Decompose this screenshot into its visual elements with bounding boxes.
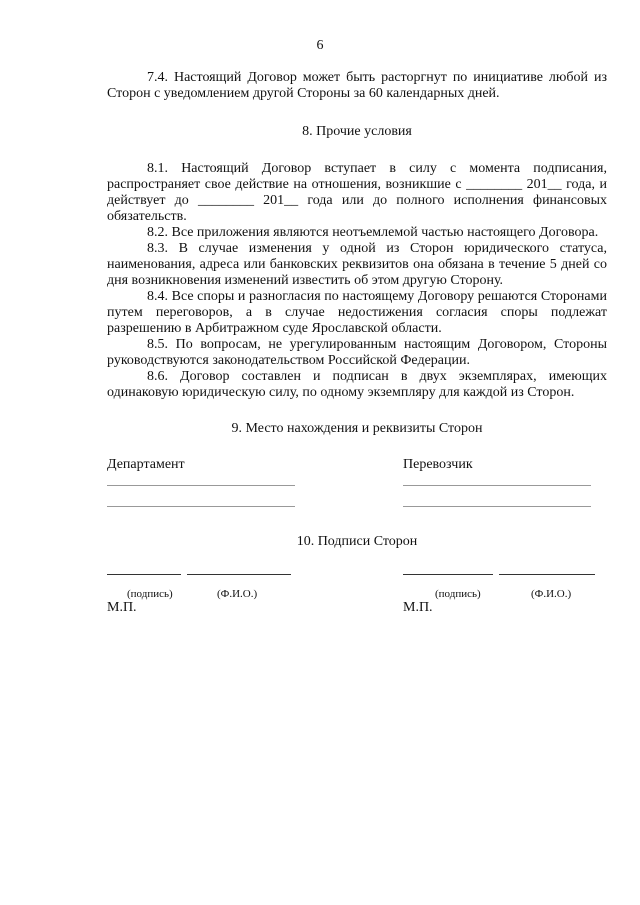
section-9-heading: 9. Место нахождения и реквизиты Сторон [231,421,483,436]
document-body [107,70,607,614]
section-8-heading: 8. Прочие условия [302,124,412,139]
page-number: 6 [316,38,324,53]
paragraph-8-3: 8.3. В случае изменения у одной из Сторон юридического статуса, наименования, адреса или банковских реквизитов она обязана в течение 5 дней со дня возникновения изменений известить об этом другую Сторону. [107,241,607,288]
name-line [187,574,291,575]
paragraph-8-2: 8.2. Все приложения являются неотъемлемой частью настоящего Договора. [147,225,599,240]
parties-requisites [107,457,607,517]
party-carrier-title: Перевозчик [403,457,473,472]
stamp-label: М.П. [403,600,433,615]
requisites-line [107,485,295,486]
requisites-line [107,506,295,507]
paragraph-7-4: 7.4. Настоящий Договор может быть расторгнут по инициативе любой из Сторон с уведомлением другой Стороны за 60 календарных дней. [107,70,607,101]
signatures [107,574,607,614]
name-caption: (Ф.И.О.) [531,588,572,600]
paragraph-8-4: 8.4. Все споры и разногласия по настоящему Договору решаются Сторонами путем переговоров, а в случае недостижения согласия споры подлежат разрешению в Арбитражном суде Ярославской области. [107,289,607,336]
signature-line [107,574,181,575]
paragraph-8-5: 8.5. По вопросам, не урегулированным настоящим Договором, Стороны руководствуются законодательством Российской Федерации. [107,337,607,368]
requisites-line [403,506,591,507]
signature-carrier [403,574,572,616]
paragraph-8-6: 8.6. Договор составлен и подписан в двух экземплярах, имеющих одинаковую юридическую силу, по одному экземпляру для каждой из Сторон. [107,369,607,400]
requisites-line [403,485,591,486]
stamp-label: М.П. [107,600,137,615]
signature-department [107,574,258,616]
party-carrier [403,457,591,507]
signature-caption: (подпись) [435,588,481,600]
signature-caption: (подпись) [127,588,173,600]
signature-line [403,574,493,575]
name-line [499,574,595,575]
party-department-title: Департамент [107,457,185,472]
section-10-heading: 10. Подписи Сторон [296,534,418,549]
name-caption: (Ф.И.О.) [217,588,258,600]
party-department [107,457,295,507]
paragraph-8-1: 8.1. Настоящий Договор вступает в силу с момента подписания, распространяет свое действие на отношения, возникшие с ________ 201__ года, и действует до ________ 201__ года или до полного исполнения финансовых обязательств. [107,161,607,224]
